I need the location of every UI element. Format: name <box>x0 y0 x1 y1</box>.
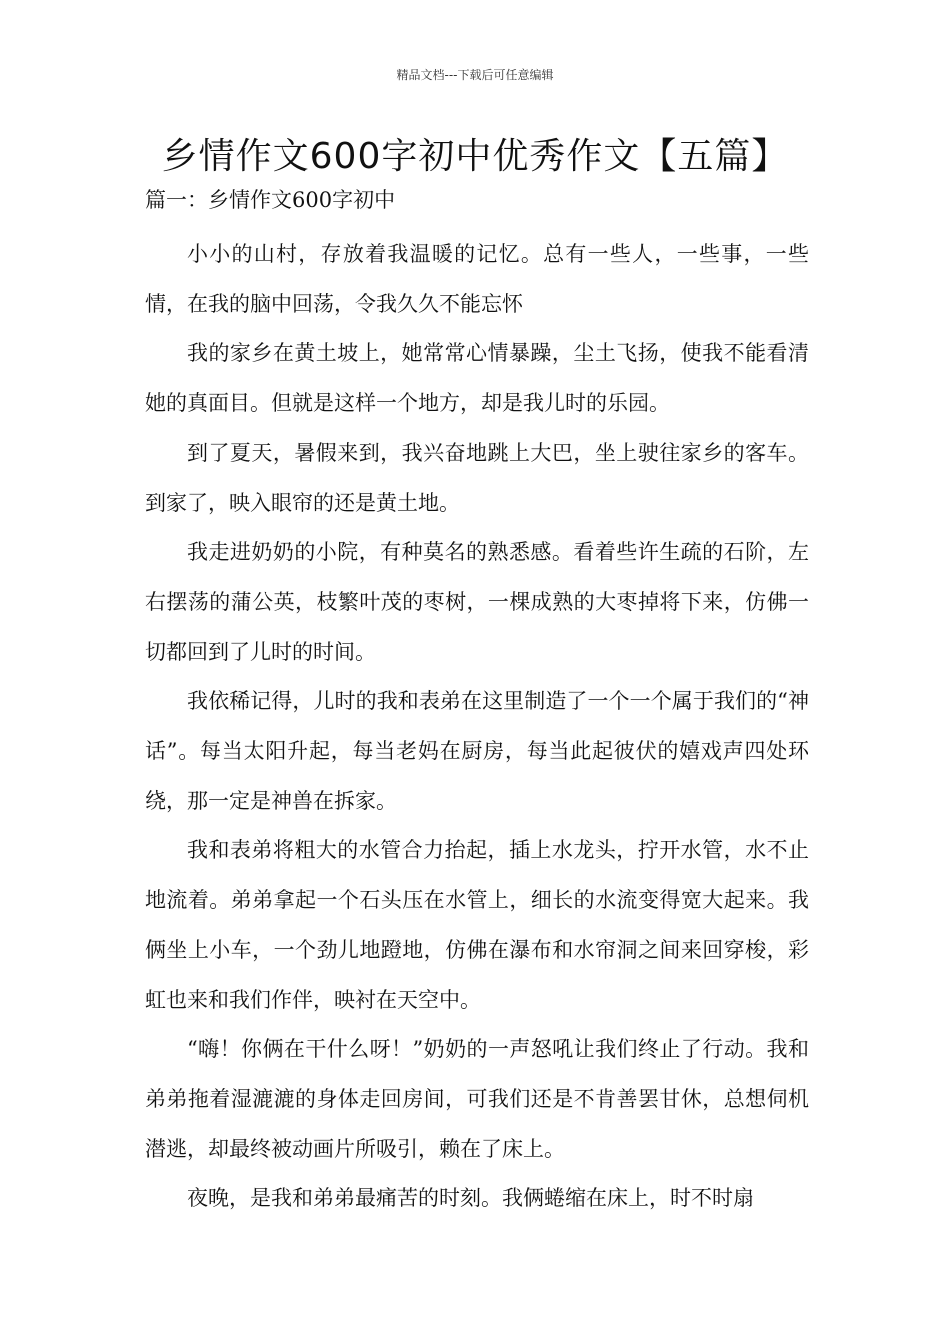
paragraph: 到了夏天，暑假来到，我兴奋地跳上大巴，坐上驶往家乡的客车。到家了，映入眼帘的还是黄土地。 <box>145 440 809 515</box>
document-title: 乡情作文600字初中优秀作文【五篇】 <box>161 136 789 177</box>
header-note: 精品文档---下载后可任意编辑 <box>396 68 554 82</box>
body-text <box>145 230 809 1224</box>
paragraph: 我和表弟将粗大的水管合力抬起，插上水龙头，拧开水管，水不止地流着。弟弟拿起一个石头压在水管上，细长的水流变得宽大起来。我俩坐上小车，一个劲儿地蹬地，仿佛在瀑布和水帘洞之间来回穿梭，彩虹也来和我们作伴，映衬在天空中。 <box>145 838 809 1012</box>
paragraph: 小小的山村，存放着我温暖的记忆。总有一些人，一些事，一些情，在我的脑中回荡，令我久久不能忘怀 <box>145 242 809 316</box>
section-heading: 篇一：乡情作文600字初中 <box>145 188 396 212</box>
paragraph: 我依稀记得，儿时的我和表弟在这里制造了一个一个属于我们的“神话”。每当太阳升起，每当老妈在厨房，每当此起彼伏的嬉戏声四处环绕，那一定是神兽在拆家。 <box>145 689 809 813</box>
paragraph: 我的家乡在黄土坡上，她常常心情暴躁，尘土飞扬，使我不能看清她的真面目。但就是这样一个地方，却是我儿时的乐园。 <box>145 341 809 416</box>
paragraph: 我走进奶奶的小院，有种莫名的熟悉感。看着些许生疏的石阶，左右摆荡的蒲公英，枝繁叶茂的枣树，一棵成熟的大枣掉将下来，仿佛一切都回到了儿时的时间。 <box>145 540 809 664</box>
paragraph: “嗨！你俩在干什么呀！”奶奶的一声怒吼让我们终止了行动。我和弟弟拖着湿漉漉的身体走回房间，可我们还是不肯善罢甘休，总想伺机潜逃，却最终被动画片所吸引，赖在了床上。 <box>145 1037 809 1161</box>
paragraph: 夜晚，是我和弟弟最痛苦的时刻。我俩蜷缩在床上，时不时扇 <box>187 1186 754 1211</box>
